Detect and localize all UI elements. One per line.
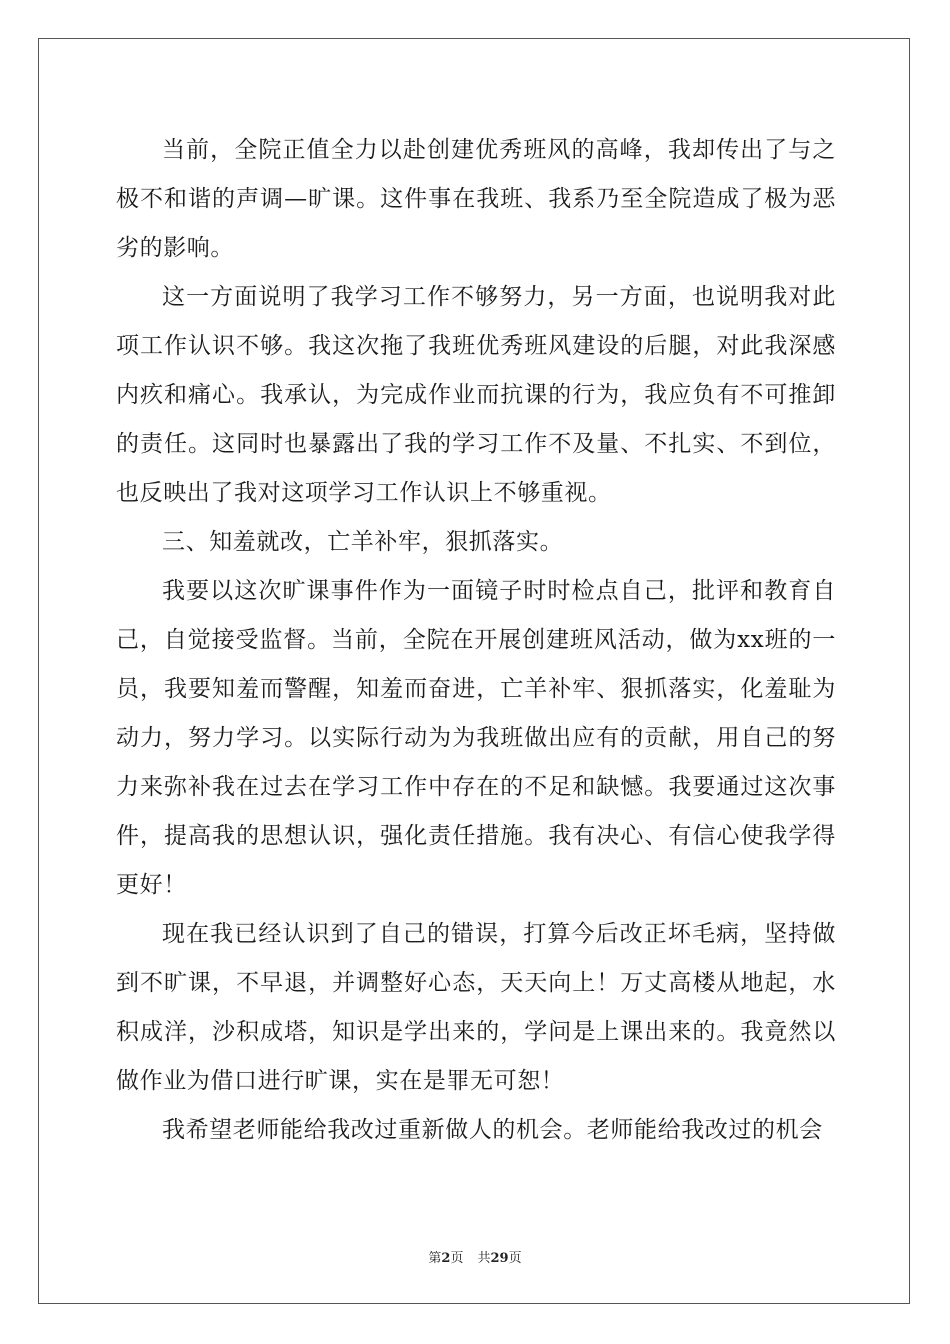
document-body [116, 126, 836, 1155]
page-prefix: 第 [428, 1251, 442, 1266]
page-suffix: 页 [450, 1251, 464, 1266]
total-suffix: 页 [508, 1251, 522, 1266]
page-footer [0, 1247, 950, 1266]
total-prefix: 共 [477, 1251, 491, 1266]
paragraph: 当前，全院正值全力以赴创建优秀班风的高峰，我却传出了与之极不和谐的声调—旷课。这件事在我班、我系乃至全院造成了极为恶劣的影响。 [116, 137, 836, 261]
page-number: 2 [441, 1251, 451, 1266]
paragraph: 现在我已经认识到了自己的错误，打算今后改正坏毛病，坚持做到不旷课，不早退，并调整好心态，天天向上！万丈高楼从地起，水积成洋，沙积成塔，知识是学出来的，学问是上课出来的。我竟然以做作业为借口进行旷课，实在是罪无可恕！ [116, 921, 836, 1094]
total-pages: 29 [490, 1251, 509, 1266]
paragraph: 这一方面说明了我学习工作不够努力，另一方面，也说明我对此项工作认识不够。我这次拖了我班优秀班风建设的后腿，对此我深感内疚和痛心。我承认，为完成作业而抗课的行为，我应负有不可推卸的责任。这同时也暴露出了我的学习工作不及量、不扎实、不到位，也反映出了我对这项学习工作认识上不够重视。 [116, 284, 836, 506]
section-heading: 三、知羞就改，亡羊补牢，狠抓落实。 [162, 529, 564, 555]
paragraph: 我要以这次旷课事件作为一面镜子时时检点自己，批评和教育自己，自觉接受监督。当前，全院在开展创建班风活动，做为xx班的一员，我要知羞而警醒，知羞而奋进，亡羊补牢、狠抓落实，化羞耻为动力，努力学习。以实际行动为为我班做出应有的贡献，用自己的努力来弥补我在过去在学习工作中存在的不足和缺憾。我要通过这次事件，提高我的思想认识，强化责任措施。我有决心、有信心使我学得更好！ [116, 578, 836, 898]
paragraph: 我希望老师能给我改过重新做人的机会。老师能给我改过的机会 [162, 1117, 823, 1143]
